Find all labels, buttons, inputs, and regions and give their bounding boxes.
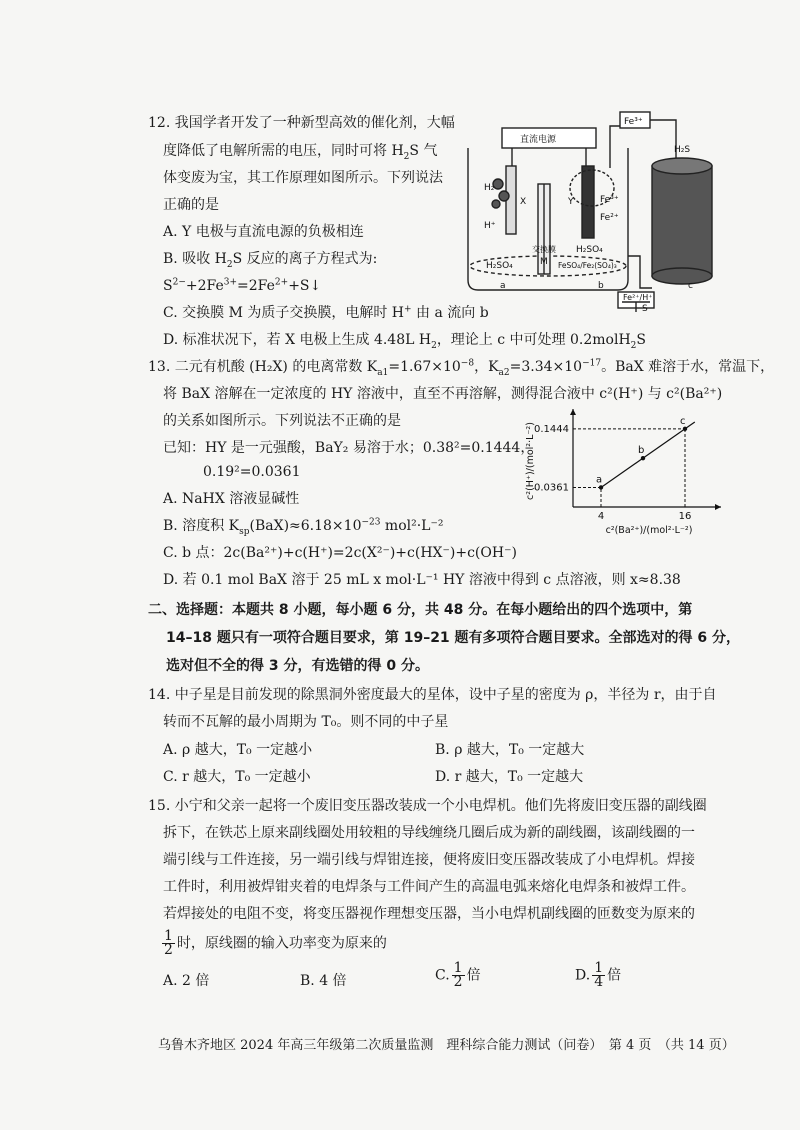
q14-option-a: A. ρ 越大，T₀ 一定越小 (163, 742, 313, 758)
q12-electrolysis-diagram (460, 108, 720, 313)
q12-stem-line3: 体变废为宝，其工作原理如图所示。下列说法 (163, 170, 443, 186)
svg-text:b: b (598, 281, 604, 291)
svg-text:Y: Y (568, 197, 574, 207)
svg-text:H₂S: H₂S (674, 145, 691, 155)
q14-option-d: D. r 越大，T₀ 一定越大 (435, 769, 584, 785)
q12-stem-line4: 正确的是 (163, 197, 219, 213)
y-axis-arrow (570, 409, 576, 415)
q13-stem-line5: 0.19²=0.0361 (203, 464, 301, 480)
y-axis-title: c²(H⁺)/(mol²·L⁻²) (525, 422, 536, 500)
x-axis-title: c²(Ba²⁺)/(mol²·L⁻²) (605, 525, 693, 535)
svg-text:Fe²⁺: Fe²⁺ (600, 213, 619, 223)
q12-option-b: B. 吸收 $H_2S$ 反应的离子方程式为: (163, 251, 378, 270)
y-tick-label: 0.0361 (534, 482, 569, 494)
svg-text:Fe³⁺: Fe³⁺ (600, 195, 619, 205)
svg-text:Fe³⁺: Fe³⁺ (624, 117, 643, 127)
section2-line1: 二、选择题：本题共 8 小题，每小题 6 分，共 48 分。在每小题给出的四个选项中，第 (148, 602, 693, 618)
q15-option-d: D. $\frac{1}{4}$ 倍 (575, 960, 622, 990)
x-axis-arrow (715, 504, 721, 510)
absorber-c (652, 166, 712, 276)
page-footer: 乌鲁木齐地区 2024 年高三年级第二次质量监测 理科综合能力测试（问卷） 第 4 页 （共 14 页） (158, 1038, 735, 1053)
q15-option-c: C. $\frac{1}{2}$ 倍 (435, 960, 481, 990)
q12-option-c: C. 交换膜 M 为质子交换膜，电解时 H+ 由 a 流向 b (163, 304, 489, 321)
q14-stem-line1: 14. 中子星是目前发现的除黑洞外密度最大的星体，设中子星的密度为 ρ，半径为 r，由于自 (148, 687, 717, 703)
q13-stem-line2: 将 BaX 溶解在一定浓度的 HY 溶液中，直至不再溶解，测得混合液中 c²(H⁺) 与 c²(Ba²⁺) (163, 386, 723, 402)
q13-option-c: C. b 点：2c(Ba²⁺)+c(H⁺)=2c(X²⁻)+c(HX⁻)+c(OH⁻) (163, 545, 517, 561)
svg-text:c: c (688, 281, 693, 291)
svg-text:a: a (500, 281, 506, 291)
q15-stem-line3: 端引线与工件连接，另一端引线与焊钳连接，便将废旧变压器改装成了小电焊机。焊接 (163, 852, 695, 868)
svg-text:Fe²⁺/H⁺: Fe²⁺/H⁺ (623, 293, 653, 302)
q14-option-c: C. r 越大，T₀ 一定越小 (163, 769, 311, 785)
svg-text:M: M (540, 257, 548, 267)
svg-text:X: X (520, 197, 527, 207)
q15-option-a: A. 2 倍 (163, 973, 210, 989)
point-a (599, 485, 603, 489)
q12-stem-line2: 度降低了电解所需的电压，同时可将 $H_2S$ 气 (163, 143, 438, 162)
series-line (601, 422, 695, 487)
svg-text:H₂: H₂ (484, 183, 495, 193)
svg-text:交换膜: 交换膜 (532, 245, 556, 254)
section2-line2: 14–18 题只有一项符合题目要求，第 19–21 题有多项符合题目要求。全部选对的得 6 分， (166, 630, 741, 646)
q15-stem-line6: $\frac{1}{2}$ 时，原线圈的输入功率变为原来的 (164, 928, 387, 958)
q15-stem-line1: 15. 小宁和父亲一起将一个废旧变压器改装成一个小电焊机。他们先将废旧变压器的副线圈 (148, 798, 707, 814)
point-label-b: b (638, 445, 645, 457)
y-electrode (582, 166, 594, 238)
q15-stem-line5: 若焊接处的电阻不变，将变压器视作理想变压器，当小电焊机副线圈的匝数变为原来的 (163, 906, 695, 922)
point-label-a: a (596, 474, 603, 486)
y-tick-label: 0.1444 (534, 423, 569, 435)
svg-text:FeSO₄/Fe₂(SO₄)₃: FeSO₄/Fe₂(SO₄)₃ (558, 261, 617, 270)
x-tick-label: 16 (678, 511, 692, 522)
section2-line3: 选对但不全的得 3 分，有选错的得 0 分。 (166, 658, 429, 674)
q13-stem-line4: 已知：HY 是一元强酸，BaY₂ 易溶于水；0.38²=0.1444， (163, 440, 535, 456)
q13-chart (525, 405, 725, 535)
q14-stem-line2: 转而不瓦解的最小周期为 T₀。则不同的中子星 (163, 714, 449, 730)
point-label-c: c (680, 415, 686, 427)
q14-option-b: B. ρ 越大，T₀ 一定越大 (435, 742, 585, 758)
power-label: 直流电源 (520, 135, 557, 145)
q13-option-d: D. 若 0.1 mol BaX 溶于 25 mL x mol·L⁻¹ HY 溶液中得到 c 点溶液，则 x≈8.38 (163, 572, 681, 588)
x-tick-label: 4 (597, 511, 605, 522)
q15-fraction: $\frac{1}{2}$ (164, 928, 173, 958)
q12-equation: $S^{2-}+2Fe^{3+}=2Fe^{2+}+S↓$ (163, 277, 322, 294)
point-c (683, 427, 687, 431)
q15-stem-line4: 工件时，利用被焊钳夹着的电焊条与工件间产生的高温电弧来熔化电焊条和被焊工件。 (163, 879, 695, 895)
svg-text:H⁺: H⁺ (484, 221, 496, 231)
q12-option-d: D. 标准状况下，若 X 电极上生成 4.48L $H_2$，理论上 c 中可处理 0.2molH$_2$S (163, 332, 646, 351)
q12-option-a: A. Y 电极与直流电源的负极相连 (163, 224, 364, 240)
q15-stem-line2: 拆下，在铁芯上原来副线圈处用较粗的导线缠绕几圈后成为新的副线圈，该副线圈的一 (163, 825, 695, 841)
q12-stem-line1: 12. 我国学者开发了一种新型高效的催化剂，大幅 (148, 115, 455, 131)
svg-text:S: S (642, 304, 648, 313)
svg-text:H₂SO₄: H₂SO₄ (576, 245, 603, 255)
svg-text:H₂SO₄: H₂SO₄ (486, 261, 513, 271)
q13-option-a: A. NaHX 溶液显碱性 (163, 491, 300, 507)
point-b (641, 456, 645, 460)
q13-stem-line1: 13. 二元有机酸 (H₂X) 的电离常数 $K_{a1}=1.67\times 10^{-8}$，$K_{a2}=3.34\times 10^{-17}$。BaX 难溶于水，常温下， (148, 358, 775, 378)
q15-option-b: B. 4 倍 (300, 973, 347, 989)
q13-stem-line3: 的关系如图所示。下列说法不正确的是 (163, 413, 401, 429)
q13-option-b: B. 溶度积 $K_{sp}(BaX)\approx 6.18\times 10^{-23}$ mol²·L⁻² (163, 517, 444, 537)
